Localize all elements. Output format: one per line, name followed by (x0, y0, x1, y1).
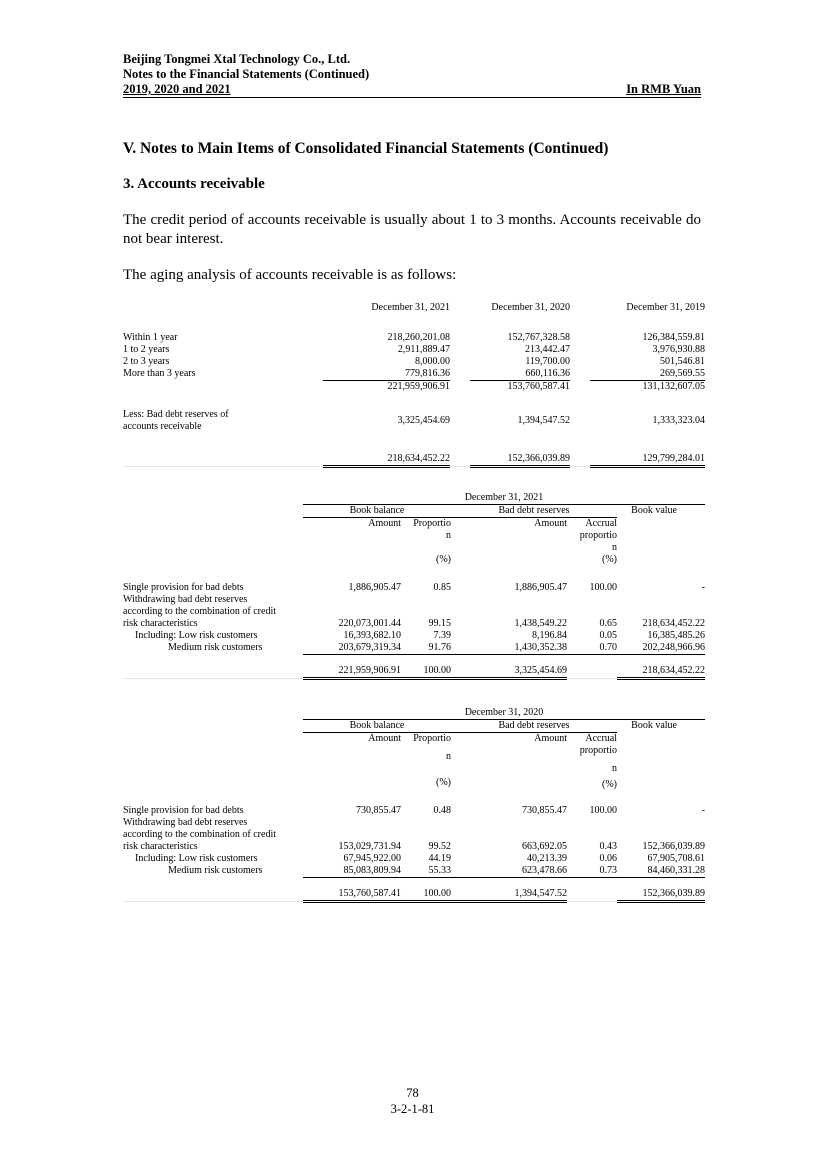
total-cell: 100.00 (401, 665, 451, 679)
cell: 100.00 (589, 805, 617, 816)
book-value-header: Book value (631, 505, 677, 516)
cell: 67,905,708.61 (647, 853, 705, 864)
cell: 16,393,682.10 (343, 630, 401, 641)
cell: 0.73 (567, 865, 617, 878)
aging-total: 218,634,452.22 (323, 453, 450, 467)
credit-period-paragraph: The credit period of accounts receivable is usually about 1 to 3 months. Accounts receivable do not bear interest. (123, 212, 701, 247)
row-label-medium: Medium risk customers (168, 865, 263, 876)
company-name: Beijing Tongmei Xtal Technology Co., Ltd. (123, 52, 351, 66)
total-cell: 3,325,454.69 (451, 665, 567, 679)
aging-intro-paragraph: The aging analysis of accounts receivable is as follows: (123, 267, 457, 283)
less-bad-debt-label: Less: Bad debt reserves of accounts receivable (123, 409, 229, 432)
book-balance-header: Book balance (303, 720, 451, 733)
cell: 202,248,966.96 (617, 642, 705, 655)
row-label-combo: risk characteristics (123, 618, 198, 629)
amount-header: Amount (534, 733, 567, 744)
aging-cell: 8,000.00 (415, 356, 450, 367)
aging-row-label: Within 1 year (123, 332, 178, 343)
cell: 8,196.84 (532, 630, 567, 641)
aging-cell: 126,384,559.81 (642, 332, 705, 343)
provision-table-2020 (123, 707, 705, 903)
aging-subtotal: 131,132,607.05 (642, 381, 705, 392)
amount-header: Amount (368, 518, 401, 529)
page-header (123, 52, 701, 98)
book-value-header: Book value (631, 720, 677, 731)
cell: 153,029,731.94 (338, 841, 401, 852)
aging-total: 129,799,284.01 (590, 453, 705, 467)
cell: 0.06 (599, 853, 617, 864)
row-label-combo: risk characteristics (123, 841, 198, 852)
accrual-header: Accrual proportio n (%) (579, 518, 617, 565)
aging-header-2020: December 31, 2020 (491, 302, 570, 313)
cell: 100.00 (589, 582, 617, 593)
bad-debt-reserves-header: Bad debt reserves (451, 505, 617, 518)
table-date-2021: December 31, 2021 (303, 492, 705, 505)
cell: - (701, 805, 705, 816)
row-label-low: Including: Low risk customers (135, 630, 258, 641)
less-bad-debt-value: 1,333,323.04 (652, 415, 705, 426)
currency-label: In RMB Yuan (626, 82, 701, 96)
aging-cell: 269,569.55 (590, 368, 705, 381)
aging-subtotal: 153,760,587.41 (507, 381, 570, 392)
cell: 663,692.05 (522, 841, 567, 852)
aging-cell: 3,976,930.88 (652, 344, 705, 355)
cell: 44.19 (428, 853, 451, 864)
aging-cell: 501,546.81 (660, 356, 705, 367)
header-period-row (123, 82, 701, 98)
proportion-header: Proportio n (%) (413, 518, 451, 565)
statement-subtitle: Notes to the Financial Statements (Continued) (123, 67, 370, 81)
cell: 730,855.47 (522, 805, 567, 816)
cell: 1,430,352.38 (451, 642, 567, 655)
total-cell: 218,634,452.22 (617, 665, 705, 679)
cell: 0.65 (599, 618, 617, 629)
cell: 1,886,905.47 (348, 582, 401, 593)
total-cell (567, 888, 617, 902)
provision-table-2021 (123, 492, 705, 680)
cell: 0.70 (567, 642, 617, 655)
aging-total: 152,366,039.89 (470, 453, 570, 467)
cell: 730,855.47 (356, 805, 401, 816)
cell: 0.48 (433, 805, 451, 816)
aging-cell: 2,911,889.47 (397, 344, 450, 355)
aging-cell: 152,767,328.58 (507, 332, 570, 343)
period-years: 2019, 2020 and 2021 (123, 82, 231, 96)
aging-header-2019: December 31, 2019 (626, 302, 705, 313)
total-cell: 100.00 (401, 888, 451, 902)
document-reference: 3-2-1-81 (390, 1102, 435, 1116)
cell: 99.15 (428, 618, 451, 629)
row-label-combo: according to the combination of credit (123, 606, 277, 617)
row-label-combo: Withdrawing bad debt reserves (123, 594, 248, 605)
less-bad-debt-value: 1,394,547.52 (517, 415, 570, 426)
row-label-combo: Withdrawing bad debt reserves (123, 817, 248, 828)
cell: 84,460,331.28 (617, 865, 705, 878)
aging-row-label: 1 to 2 years (123, 344, 170, 355)
cell: 203,679,319.34 (303, 642, 401, 655)
aging-row-label: 2 to 3 years (123, 356, 170, 367)
aging-table (123, 302, 705, 468)
row-label-medium: Medium risk customers (168, 642, 263, 653)
cell: 91.76 (401, 642, 451, 655)
section-title: V. Notes to Main Items of Consolidated Financial Statements (Continued) (123, 140, 609, 157)
table-date-2020: December 31, 2020 (303, 707, 705, 720)
cell: 623,478.66 (451, 865, 567, 878)
cell: 16,385,485.26 (647, 630, 705, 641)
cell: 0.05 (599, 630, 617, 641)
proportion-header: Proportio n (%) (413, 733, 451, 788)
cell: 0.43 (599, 841, 617, 852)
row-label-combo: according to the combination of credit (123, 829, 277, 840)
aging-row-label: More than 3 years (123, 368, 196, 379)
cell: 85,083,809.94 (303, 865, 401, 878)
aging-cell: 779,816.36 (323, 368, 450, 381)
cell: 67,945,922.00 (343, 853, 401, 864)
cell: 1,886,905.47 (514, 582, 567, 593)
total-cell: 1,394,547.52 (451, 888, 567, 902)
subsection-title: 3. Accounts receivable (123, 176, 265, 192)
page-number: 78 (406, 1086, 419, 1100)
aging-cell: 218,260,201.08 (387, 332, 450, 343)
aging-cell: 660,116.36 (470, 368, 570, 381)
cell: 7.39 (433, 630, 451, 641)
total-cell: 221,959,906.91 (303, 665, 401, 679)
amount-header: Amount (534, 518, 567, 529)
bad-debt-reserves-header: Bad debt reserves (451, 720, 617, 733)
cell: 99.52 (428, 841, 451, 852)
cell: 40,213.39 (527, 853, 567, 864)
cell: 152,366,039.89 (642, 841, 705, 852)
row-label-low: Including: Low risk customers (135, 853, 258, 864)
book-balance-header: Book balance (303, 505, 451, 518)
cell: 218,634,452.22 (642, 618, 705, 629)
amount-header: Amount (368, 733, 401, 744)
aging-cell: 213,442.47 (525, 344, 570, 355)
row-label-single: Single provision for bad debts (123, 582, 244, 593)
total-cell: 153,760,587.41 (303, 888, 401, 902)
row-label-single: Single provision for bad debts (123, 805, 244, 816)
cell: 55.33 (401, 865, 451, 878)
aging-subtotal: 221,959,906.91 (387, 381, 450, 392)
cell: 220,073,001.44 (338, 618, 401, 629)
aging-header-2021: December 31, 2021 (371, 302, 450, 313)
total-cell: 152,366,039.89 (617, 888, 705, 902)
cell: 1,438,549.22 (514, 618, 567, 629)
total-cell (567, 665, 617, 679)
cell: - (701, 582, 705, 593)
aging-cell: 119,700.00 (525, 356, 570, 367)
less-bad-debt-value: 3,325,454.69 (397, 415, 450, 426)
cell: 0.85 (433, 582, 451, 593)
accrual-header: Accrual proportio n (%) (579, 733, 617, 790)
